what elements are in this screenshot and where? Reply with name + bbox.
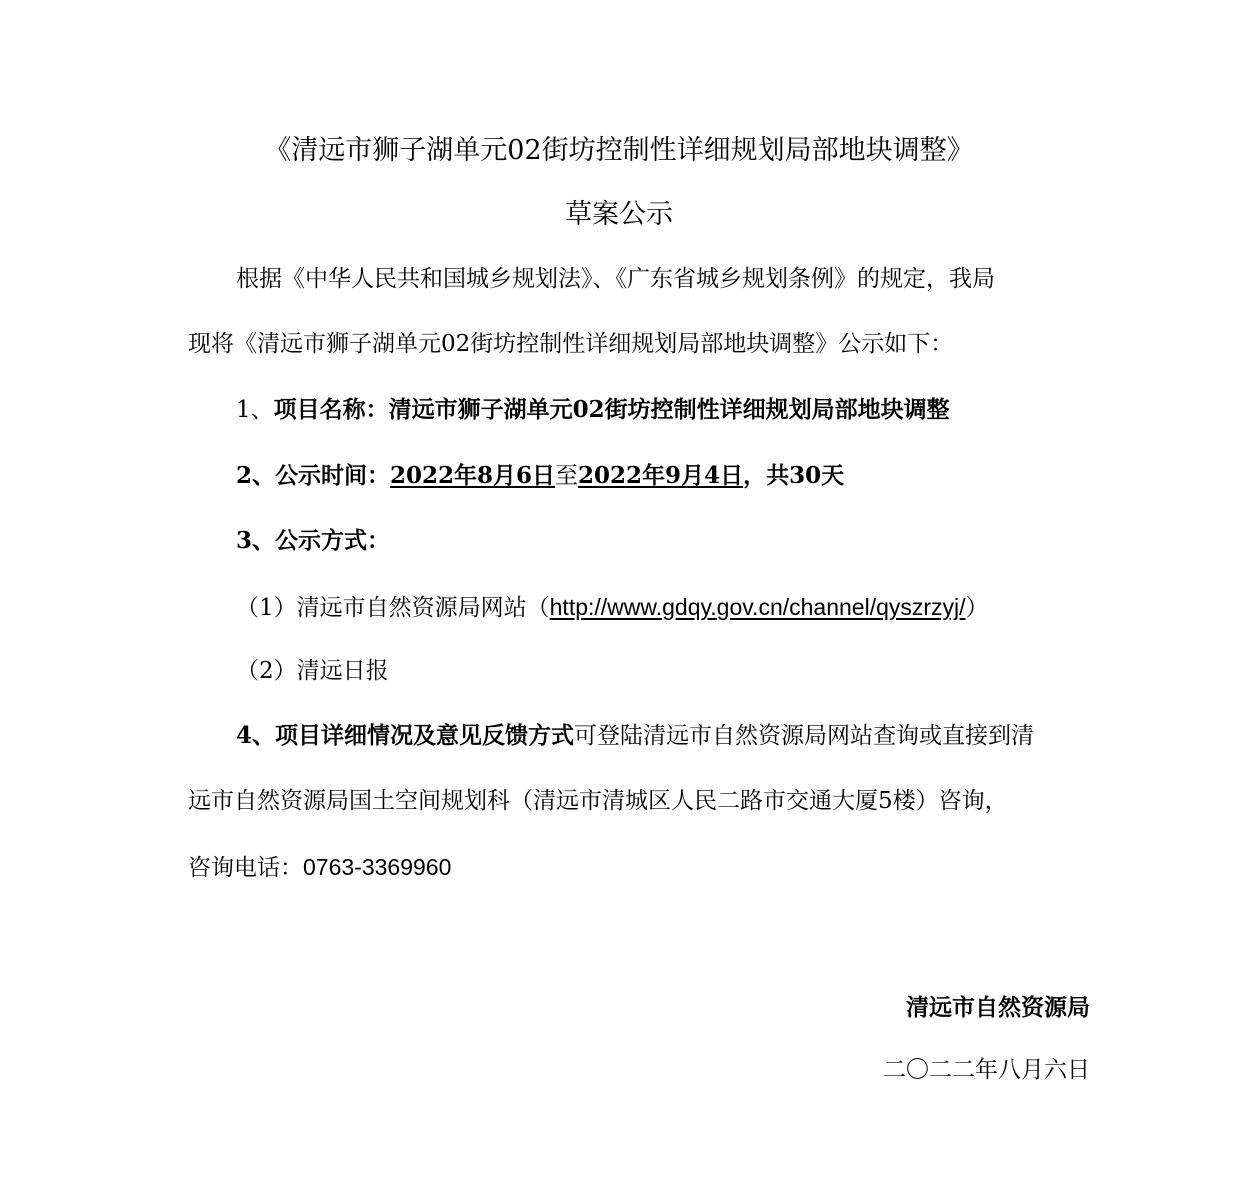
phone-number: 0763-3369960 xyxy=(303,854,452,880)
method-website-suffix: ） xyxy=(965,595,989,621)
item-feedback-line3 xyxy=(188,852,451,883)
item-feedback-line2: 远市自然资源局国土空间规划科（清远市清城区人民二路市交通大厦5楼）咨询， xyxy=(188,788,1008,814)
item-number: 1、 xyxy=(236,397,274,423)
issue-date: 二〇二二年八月六日 xyxy=(883,1057,1090,1083)
document-subtitle: 草案公示 xyxy=(565,199,673,230)
document-title: 《清远市狮子湖单元02街坊控制性详细规划局部地块调整》 xyxy=(264,135,974,166)
item-publicity-method: 3、公示方式： xyxy=(236,527,391,554)
item-feedback-line1 xyxy=(236,721,1034,751)
duration: ，共30天 xyxy=(743,462,845,489)
end-date: 2022年9月4日 xyxy=(578,462,744,489)
item-label: 项目名称： xyxy=(273,396,389,423)
item-project-name xyxy=(236,395,950,425)
item-label: 4、项目详细情况及意见反馈方式 xyxy=(236,722,575,749)
project-name-value: 清远市狮子湖单元02街坊控制性详细规划局部地块调整 xyxy=(388,396,950,423)
date-connector: 至 xyxy=(555,463,579,489)
intro-paragraph-line1: 根据《中华人民共和国城乡规划法》、《广东省城乡规划条例》的规定，我局 xyxy=(236,266,995,292)
intro-paragraph-line2: 现将《清远市狮子湖单元02街坊控制性详细规划局部地块调整》公示如下： xyxy=(188,331,954,357)
method-newspaper: （2）清远日报 xyxy=(236,658,389,684)
method-website-prefix: （1）清远市自然资源局网站（ xyxy=(236,595,550,621)
item-publicity-period xyxy=(236,461,844,491)
phone-label: 咨询电话： xyxy=(188,855,303,881)
item-label: 2、公示时间： xyxy=(236,462,391,489)
feedback-text: 可登陆清远市自然资源局网站查询或直接到清 xyxy=(574,723,1035,749)
issuer-signature: 清远市自然资源局 xyxy=(906,994,1090,1021)
start-date: 2022年8月6日 xyxy=(390,462,556,489)
method-website xyxy=(236,592,989,623)
website-link[interactable]: http://www.gdqy.gov.cn/channel/qyszrzyj/ xyxy=(549,594,966,620)
